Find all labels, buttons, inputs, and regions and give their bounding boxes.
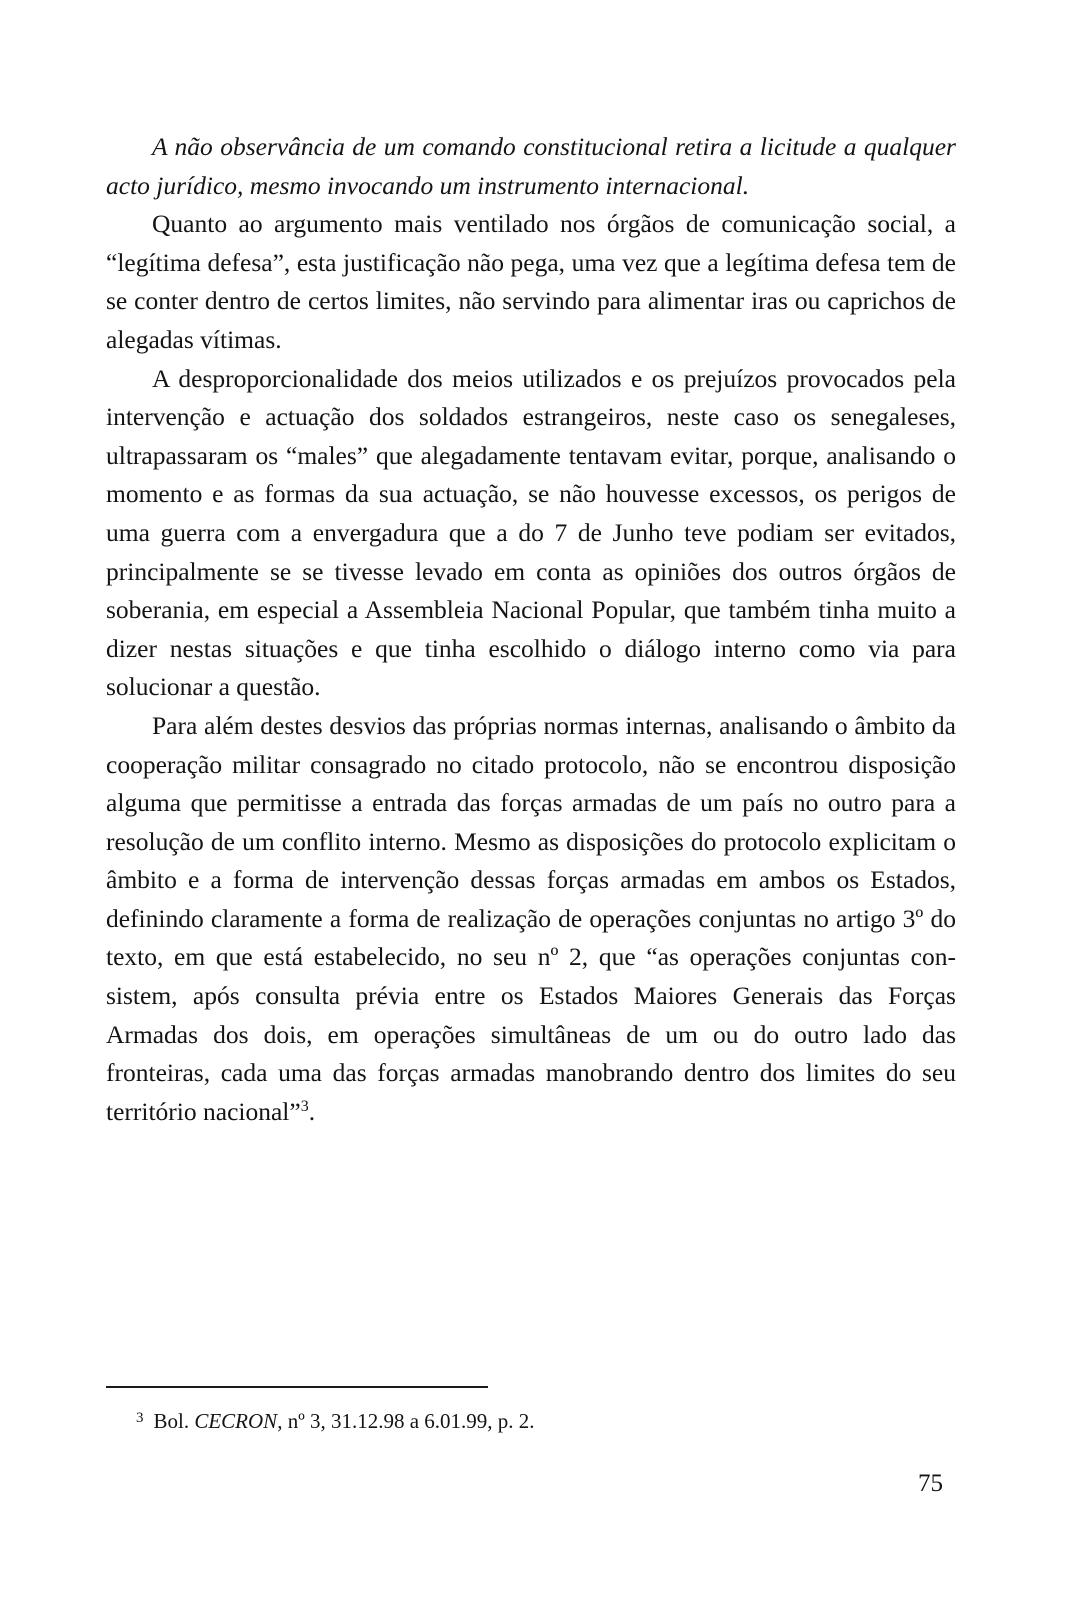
- footnote-marker: 3: [136, 1410, 144, 1426]
- footnote-details: , nº 3, 31.12.98 a 6.01.99, p. 2.: [277, 1409, 535, 1433]
- paragraph-military-cooperation-text: Para além destes desvios das próprias normas internas, analisando o âmbito da cooperação militar consagrado no citado protocolo, não se encontrou disposição alguma que permitisse a entrada das forças armadas de um país no outro para a resolução de um conflito interno. Mesmo as disposições do protocolo explicitam o âmbito e a forma de intervenção dessas forças armadas em ambos os Estados, definindo claramente a forma de realização de operações conjuntas no artigo 3º do texto, em que está estabelecido, no seu nº 2, que “as operações conjuntas consistem, após consulta prévia entre os Estados Maiores Generais das Forças Armadas dos dois, em operações simultâneas de um ou do outro lado das fronteiras, cada uma das forças armadas manobrando dentro dos limites do seu território nacional”: [106, 710, 956, 1126]
- paragraph-military-cooperation: [106, 707, 956, 1132]
- footnote: [136, 1404, 535, 1435]
- page-number: 75: [918, 1470, 943, 1497]
- paragraph-end-period: .: [308, 1096, 316, 1126]
- footnote-prefix: Bol.: [153, 1409, 195, 1433]
- paragraph-italic-intro: A não observância de um comando constitucional retira a licitude a qualquer acto jurídico, mesmo invocando um instrumento internacional.: [106, 132, 956, 200]
- footnote-source: CECRON: [194, 1409, 278, 1433]
- footnote-reference: 3: [300, 1097, 309, 1115]
- body-text: [106, 128, 956, 1131]
- paragraph-disproportionality: A desproporcionalidade dos meios utilizados e os prejuízos provocados pela intervenção e actuação dos soldados estrangeiros, neste caso os senegaleses, ultrapassaram os “males” que alegadamente tentavam evitar, porque, analisando o momento e as formas da sua actuação, se não houvesse excessos, os perigos de uma guerra com a envergadura que a do 7 de Junho teve podiam ser evitados, principalmente se se tivesse levado em conta as opiniões dos outros órgãos de soberania, em especial a Assembleia Nacional Popular, que também tinha muito a dizer nestas situações e que tinha escolhido o diálogo interno como via para solucionar a questão.: [106, 363, 956, 702]
- paragraph-legitimate-defense: Quanto ao argumento mais ventilado nos órgãos de comunicação social, a “legítima defesa”, esta justificação não pega, uma vez que a legítima defesa tem de se conter dentro de certos limites, não servindo para alimentar iras ou caprichos de alegadas vítimas.: [106, 209, 956, 354]
- footnote-divider: [106, 1386, 488, 1388]
